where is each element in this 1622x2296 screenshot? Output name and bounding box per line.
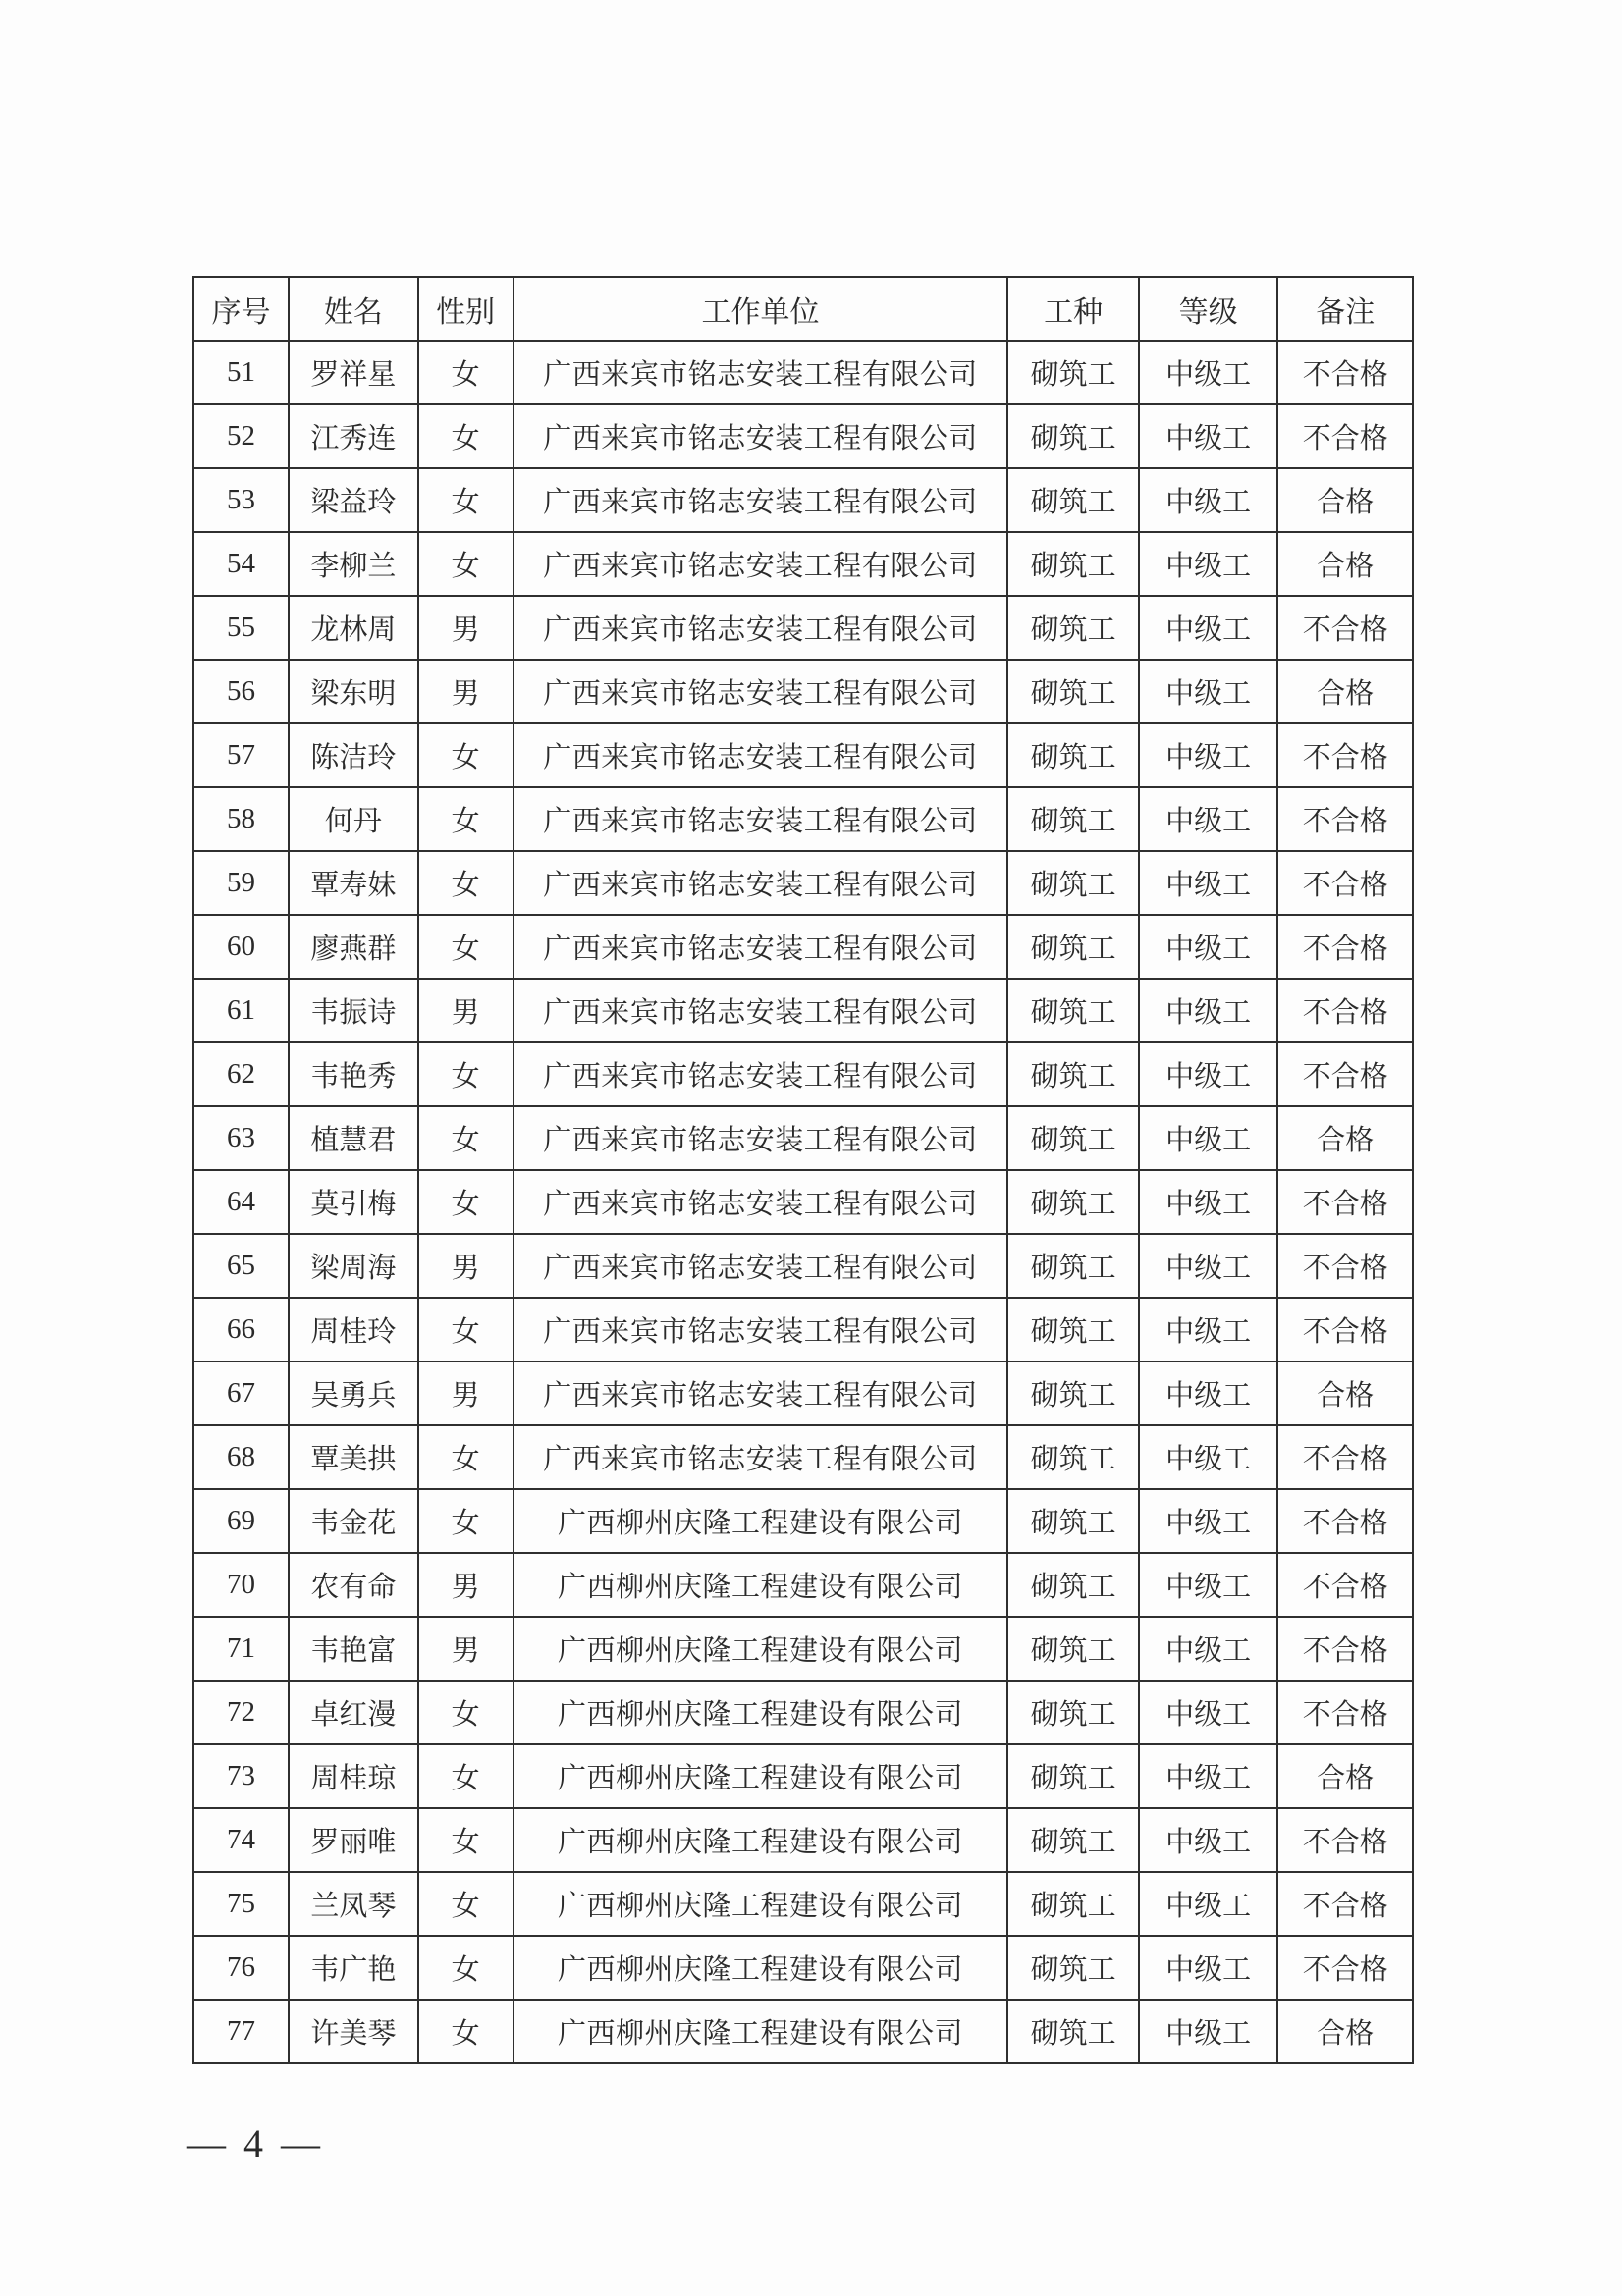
header-note: 备注: [1277, 277, 1413, 341]
cell-name: 韦广艳: [289, 1936, 417, 2000]
cell-no: 59: [193, 851, 289, 915]
cell-level: 中级工: [1139, 1170, 1278, 1234]
cell-unit: 广西来宾市铭志安装工程有限公司: [514, 1362, 1008, 1425]
table-row: [193, 468, 1413, 532]
table-row: [193, 1170, 1413, 1234]
cell-unit: 广西来宾市铭志安装工程有限公司: [514, 1042, 1008, 1106]
cell-note: 不合格: [1277, 915, 1413, 979]
cell-trade: 砌筑工: [1007, 1042, 1139, 1106]
cell-note: 不合格: [1277, 979, 1413, 1042]
cell-level: 中级工: [1139, 532, 1278, 596]
cell-note: 不合格: [1277, 341, 1413, 404]
cell-trade: 砌筑工: [1007, 851, 1139, 915]
cell-gender: 女: [418, 468, 514, 532]
cell-gender: 女: [418, 1872, 514, 1936]
cell-name: 梁东明: [289, 660, 417, 723]
cell-level: 中级工: [1139, 1872, 1278, 1936]
cell-level: 中级工: [1139, 2000, 1278, 2063]
cell-no: 53: [193, 468, 289, 532]
cell-trade: 砌筑工: [1007, 1617, 1139, 1681]
cell-gender: 女: [418, 1808, 514, 1872]
cell-unit: 广西来宾市铭志安装工程有限公司: [514, 787, 1008, 851]
cell-level: 中级工: [1139, 341, 1278, 404]
cell-trade: 砌筑工: [1007, 2000, 1139, 2063]
cell-no: 64: [193, 1170, 289, 1234]
cell-gender: 女: [418, 404, 514, 468]
cell-trade: 砌筑工: [1007, 1489, 1139, 1553]
cell-unit: 广西来宾市铭志安装工程有限公司: [514, 979, 1008, 1042]
table-row: [193, 404, 1413, 468]
cell-note: 不合格: [1277, 787, 1413, 851]
cell-gender: 女: [418, 1298, 514, 1362]
cell-name: 周桂玲: [289, 1298, 417, 1362]
cell-name: 韦振诗: [289, 979, 417, 1042]
cell-note: 合格: [1277, 1362, 1413, 1425]
header-trade: 工种: [1007, 277, 1139, 341]
cell-unit: 广西来宾市铭志安装工程有限公司: [514, 596, 1008, 660]
header-no: 序号: [193, 277, 289, 341]
cell-level: 中级工: [1139, 596, 1278, 660]
cell-level: 中级工: [1139, 1489, 1278, 1553]
cell-level: 中级工: [1139, 979, 1278, 1042]
cell-name: 罗丽唯: [289, 1808, 417, 1872]
cell-trade: 砌筑工: [1007, 1170, 1139, 1234]
cell-no: 63: [193, 1106, 289, 1170]
cell-gender: 女: [418, 1425, 514, 1489]
cell-unit: 广西来宾市铭志安装工程有限公司: [514, 1298, 1008, 1362]
cell-gender: 女: [418, 1042, 514, 1106]
cell-unit: 广西柳州庆隆工程建设有限公司: [514, 1617, 1008, 1681]
cell-gender: 女: [418, 1489, 514, 1553]
table-row: [193, 1617, 1413, 1681]
cell-no: 67: [193, 1362, 289, 1425]
cell-name: 覃寿妹: [289, 851, 417, 915]
cell-note: 不合格: [1277, 404, 1413, 468]
cell-gender: 女: [418, 1744, 514, 1808]
cell-gender: 女: [418, 723, 514, 787]
table-row: [193, 1489, 1413, 1553]
cell-name: 卓红漫: [289, 1681, 417, 1744]
table-row: [193, 1681, 1413, 1744]
cell-trade: 砌筑工: [1007, 1298, 1139, 1362]
cell-unit: 广西来宾市铭志安装工程有限公司: [514, 341, 1008, 404]
cell-note: 不合格: [1277, 1808, 1413, 1872]
cell-gender: 男: [418, 979, 514, 1042]
table-row: [193, 1744, 1413, 1808]
cell-note: 不合格: [1277, 851, 1413, 915]
table-row: [193, 851, 1413, 915]
cell-trade: 砌筑工: [1007, 787, 1139, 851]
cell-gender: 女: [418, 787, 514, 851]
cell-no: 52: [193, 404, 289, 468]
cell-gender: 女: [418, 1936, 514, 2000]
cell-unit: 广西柳州庆隆工程建设有限公司: [514, 1808, 1008, 1872]
cell-note: 合格: [1277, 660, 1413, 723]
cell-level: 中级工: [1139, 1808, 1278, 1872]
cell-note: 合格: [1277, 468, 1413, 532]
cell-no: 77: [193, 2000, 289, 2063]
cell-trade: 砌筑工: [1007, 915, 1139, 979]
cell-level: 中级工: [1139, 1617, 1278, 1681]
cell-trade: 砌筑工: [1007, 468, 1139, 532]
cell-gender: 男: [418, 1362, 514, 1425]
cell-level: 中级工: [1139, 660, 1278, 723]
cell-name: 覃美拱: [289, 1425, 417, 1489]
table-row: [193, 1936, 1413, 2000]
cell-gender: 女: [418, 1106, 514, 1170]
cell-unit: 广西来宾市铭志安装工程有限公司: [514, 404, 1008, 468]
cell-trade: 砌筑工: [1007, 1425, 1139, 1489]
cell-no: 55: [193, 596, 289, 660]
header-level: 等级: [1139, 277, 1278, 341]
cell-gender: 女: [418, 915, 514, 979]
cell-trade: 砌筑工: [1007, 341, 1139, 404]
cell-level: 中级工: [1139, 915, 1278, 979]
cell-name: 许美琴: [289, 2000, 417, 2063]
cell-level: 中级工: [1139, 1681, 1278, 1744]
cell-no: 66: [193, 1298, 289, 1362]
cell-no: 62: [193, 1042, 289, 1106]
cell-level: 中级工: [1139, 723, 1278, 787]
cell-note: 不合格: [1277, 1170, 1413, 1234]
cell-level: 中级工: [1139, 1744, 1278, 1808]
cell-name: 李柳兰: [289, 532, 417, 596]
cell-note: 不合格: [1277, 1234, 1413, 1298]
cell-no: 70: [193, 1553, 289, 1617]
table-row: [193, 532, 1413, 596]
cell-no: 61: [193, 979, 289, 1042]
cell-trade: 砌筑工: [1007, 532, 1139, 596]
table-row: [193, 1425, 1413, 1489]
header-unit: 工作单位: [514, 277, 1008, 341]
table-row: [193, 915, 1413, 979]
table-row: [193, 1808, 1413, 1872]
cell-note: 合格: [1277, 2000, 1413, 2063]
table-row: [193, 341, 1413, 404]
cell-note: 不合格: [1277, 1425, 1413, 1489]
cell-level: 中级工: [1139, 404, 1278, 468]
table-row: [193, 1234, 1413, 1298]
cell-unit: 广西来宾市铭志安装工程有限公司: [514, 660, 1008, 723]
cell-gender: 男: [418, 660, 514, 723]
cell-name: 韦艳富: [289, 1617, 417, 1681]
cell-no: 58: [193, 787, 289, 851]
cell-name: 植慧君: [289, 1106, 417, 1170]
cell-level: 中级工: [1139, 1553, 1278, 1617]
cell-trade: 砌筑工: [1007, 723, 1139, 787]
cell-note: 不合格: [1277, 1872, 1413, 1936]
cell-no: 54: [193, 532, 289, 596]
cell-trade: 砌筑工: [1007, 660, 1139, 723]
cell-no: 51: [193, 341, 289, 404]
cell-no: 74: [193, 1808, 289, 1872]
cell-no: 56: [193, 660, 289, 723]
table-row: [193, 1872, 1413, 1936]
cell-no: 76: [193, 1936, 289, 2000]
cell-name: 梁益玲: [289, 468, 417, 532]
cell-name: 吴勇兵: [289, 1362, 417, 1425]
cell-trade: 砌筑工: [1007, 1872, 1139, 1936]
cell-name: 何丹: [289, 787, 417, 851]
cell-trade: 砌筑工: [1007, 404, 1139, 468]
cell-unit: 广西柳州庆隆工程建设有限公司: [514, 2000, 1008, 2063]
cell-level: 中级工: [1139, 1106, 1278, 1170]
cell-gender: 男: [418, 596, 514, 660]
cell-level: 中级工: [1139, 1425, 1278, 1489]
cell-unit: 广西来宾市铭志安装工程有限公司: [514, 1234, 1008, 1298]
cell-gender: 男: [418, 1234, 514, 1298]
table-row: [193, 1362, 1413, 1425]
cell-level: 中级工: [1139, 468, 1278, 532]
cell-gender: 女: [418, 1170, 514, 1234]
cell-note: 不合格: [1277, 1936, 1413, 2000]
cell-note: 不合格: [1277, 1681, 1413, 1744]
roster-table: [192, 276, 1414, 2064]
cell-note: 合格: [1277, 532, 1413, 596]
cell-unit: 广西柳州庆隆工程建设有限公司: [514, 1489, 1008, 1553]
cell-no: 69: [193, 1489, 289, 1553]
table-header-row: [193, 277, 1413, 341]
cell-name: 农有命: [289, 1553, 417, 1617]
cell-trade: 砌筑工: [1007, 1362, 1139, 1425]
cell-level: 中级工: [1139, 787, 1278, 851]
cell-no: 60: [193, 915, 289, 979]
cell-gender: 女: [418, 341, 514, 404]
cell-note: 合格: [1277, 1106, 1413, 1170]
table-row: [193, 660, 1413, 723]
table-row: [193, 979, 1413, 1042]
cell-no: 65: [193, 1234, 289, 1298]
cell-trade: 砌筑工: [1007, 1936, 1139, 2000]
cell-level: 中级工: [1139, 1936, 1278, 2000]
table-row: [193, 1042, 1413, 1106]
cell-gender: 女: [418, 2000, 514, 2063]
cell-note: 不合格: [1277, 1042, 1413, 1106]
table-row: [193, 723, 1413, 787]
cell-trade: 砌筑工: [1007, 979, 1139, 1042]
cell-unit: 广西柳州庆隆工程建设有限公司: [514, 1681, 1008, 1744]
cell-level: 中级工: [1139, 1298, 1278, 1362]
cell-note: 不合格: [1277, 1553, 1413, 1617]
cell-name: 梁周海: [289, 1234, 417, 1298]
cell-note: 不合格: [1277, 723, 1413, 787]
cell-trade: 砌筑工: [1007, 1234, 1139, 1298]
cell-name: 廖燕群: [289, 915, 417, 979]
cell-gender: 女: [418, 1681, 514, 1744]
cell-unit: 广西来宾市铭志安装工程有限公司: [514, 468, 1008, 532]
cell-trade: 砌筑工: [1007, 1106, 1139, 1170]
cell-trade: 砌筑工: [1007, 1744, 1139, 1808]
cell-level: 中级工: [1139, 1042, 1278, 1106]
cell-level: 中级工: [1139, 851, 1278, 915]
cell-name: 江秀连: [289, 404, 417, 468]
cell-no: 71: [193, 1617, 289, 1681]
cell-trade: 砌筑工: [1007, 596, 1139, 660]
cell-trade: 砌筑工: [1007, 1681, 1139, 1744]
cell-no: 73: [193, 1744, 289, 1808]
table-row: [193, 596, 1413, 660]
cell-level: 中级工: [1139, 1362, 1278, 1425]
cell-name: 韦艳秀: [289, 1042, 417, 1106]
cell-unit: 广西柳州庆隆工程建设有限公司: [514, 1936, 1008, 2000]
cell-unit: 广西柳州庆隆工程建设有限公司: [514, 1872, 1008, 1936]
cell-unit: 广西来宾市铭志安装工程有限公司: [514, 851, 1008, 915]
cell-no: 68: [193, 1425, 289, 1489]
cell-note: 不合格: [1277, 596, 1413, 660]
cell-no: 72: [193, 1681, 289, 1744]
header-name: 姓名: [289, 277, 417, 341]
cell-unit: 广西柳州庆隆工程建设有限公司: [514, 1744, 1008, 1808]
cell-name: 陈洁玲: [289, 723, 417, 787]
cell-name: 龙林周: [289, 596, 417, 660]
cell-unit: 广西来宾市铭志安装工程有限公司: [514, 1170, 1008, 1234]
cell-trade: 砌筑工: [1007, 1553, 1139, 1617]
table-row: [193, 1106, 1413, 1170]
cell-name: 莫引梅: [289, 1170, 417, 1234]
cell-level: 中级工: [1139, 1234, 1278, 1298]
cell-name: 兰凤琴: [289, 1872, 417, 1936]
cell-name: 罗祥星: [289, 341, 417, 404]
cell-gender: 男: [418, 1617, 514, 1681]
cell-note: 不合格: [1277, 1298, 1413, 1362]
table-row: [193, 1553, 1413, 1617]
cell-unit: 广西来宾市铭志安装工程有限公司: [514, 723, 1008, 787]
cell-unit: 广西来宾市铭志安装工程有限公司: [514, 1425, 1008, 1489]
cell-name: 周桂琼: [289, 1744, 417, 1808]
cell-gender: 女: [418, 532, 514, 596]
cell-note: 不合格: [1277, 1489, 1413, 1553]
cell-note: 合格: [1277, 1744, 1413, 1808]
table-body: [193, 341, 1413, 2063]
cell-gender: 女: [418, 851, 514, 915]
cell-no: 57: [193, 723, 289, 787]
cell-unit: 广西来宾市铭志安装工程有限公司: [514, 532, 1008, 596]
cell-no: 75: [193, 1872, 289, 1936]
table-row: [193, 2000, 1413, 2063]
cell-unit: 广西柳州庆隆工程建设有限公司: [514, 1553, 1008, 1617]
table-row: [193, 1298, 1413, 1362]
page-number: — 4 —: [187, 2121, 324, 2165]
cell-unit: 广西来宾市铭志安装工程有限公司: [514, 915, 1008, 979]
cell-unit: 广西来宾市铭志安装工程有限公司: [514, 1106, 1008, 1170]
cell-name: 韦金花: [289, 1489, 417, 1553]
cell-gender: 男: [418, 1553, 514, 1617]
cell-note: 不合格: [1277, 1617, 1413, 1681]
header-gender: 性别: [418, 277, 514, 341]
table-row: [193, 787, 1413, 851]
cell-trade: 砌筑工: [1007, 1808, 1139, 1872]
